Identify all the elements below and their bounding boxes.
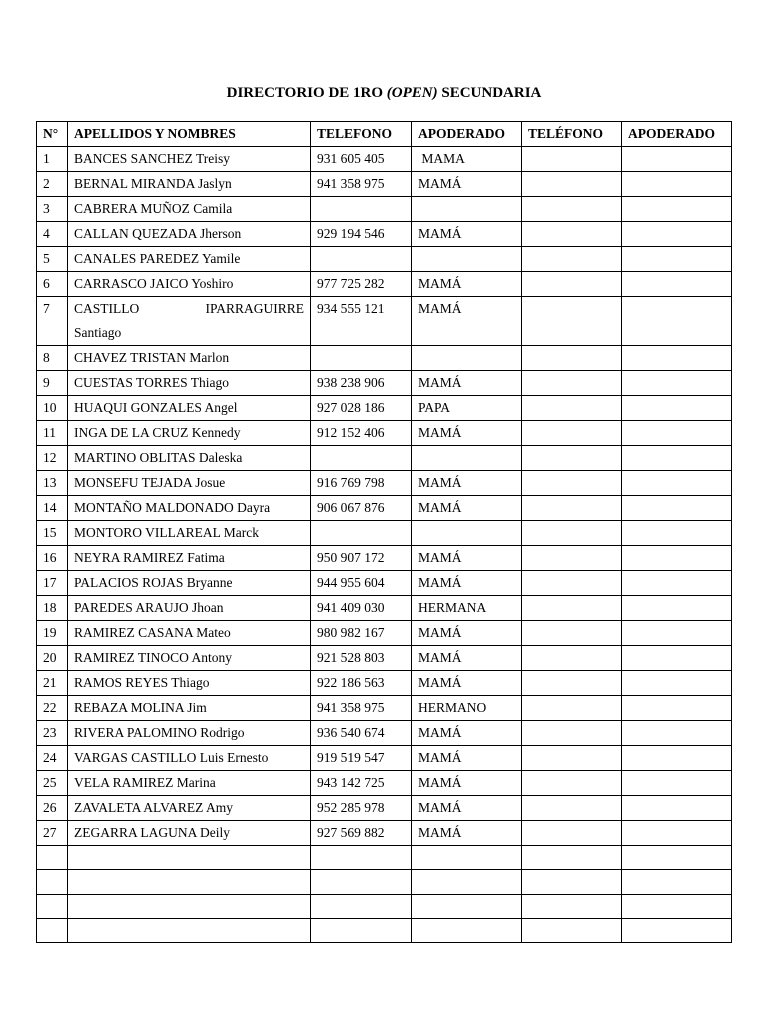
- row-number: 1: [37, 147, 68, 172]
- guardian: MAMÁ: [412, 546, 522, 571]
- guardian-2: [622, 147, 732, 172]
- phone-2: [522, 596, 622, 621]
- table-row: [37, 197, 732, 222]
- phone-2: [522, 222, 622, 247]
- empty-cell: [37, 918, 68, 942]
- header-phone: TELEFONO: [311, 122, 412, 147]
- guardian-2: [622, 172, 732, 197]
- student-name: RAMIREZ TINOCO Antony: [68, 646, 311, 671]
- student-name: PALACIOS ROJAS Bryanne: [68, 571, 311, 596]
- phone-2: [522, 571, 622, 596]
- table-row: [37, 821, 732, 846]
- table-row: [37, 771, 732, 796]
- phone: [311, 197, 412, 222]
- table-row: [37, 546, 732, 571]
- guardian: HERMANO: [412, 696, 522, 721]
- student-name: MONSEFU TEJADA Josue: [68, 471, 311, 496]
- phone: 936 540 674: [311, 721, 412, 746]
- empty-row: [37, 894, 732, 918]
- table-row: [37, 721, 732, 746]
- table-row: [37, 446, 732, 471]
- phone: 919 519 547: [311, 746, 412, 771]
- table-row: [37, 471, 732, 496]
- empty-cell: [68, 870, 311, 894]
- student-name: MARTINO OBLITAS Daleska: [68, 446, 311, 471]
- guardian-2: [622, 272, 732, 297]
- phone-2: [522, 371, 622, 396]
- row-number: 19: [37, 621, 68, 646]
- guardian: [412, 521, 522, 546]
- guardian-2: [622, 346, 732, 371]
- phone: 941 358 975: [311, 696, 412, 721]
- phone: [311, 247, 412, 272]
- phone: 929 194 546: [311, 222, 412, 247]
- title-text: DIRECTORIO DE 1RO: [226, 85, 387, 101]
- student-name: CUESTAS TORRES Thiago: [68, 371, 311, 396]
- row-number: 10: [37, 396, 68, 421]
- student-name: BANCES SANCHEZ Treisy: [68, 147, 311, 172]
- table-row: [37, 671, 732, 696]
- guardian: MAMÁ: [412, 297, 522, 346]
- table-row: [37, 147, 732, 172]
- phone-2: [522, 521, 622, 546]
- guardian-2: [622, 371, 732, 396]
- guardian-2: [622, 222, 732, 247]
- title-text-end: SECUNDARIA: [437, 85, 542, 101]
- guardian: MAMÁ: [412, 646, 522, 671]
- guardian: MAMA: [412, 147, 522, 172]
- empty-cell: [311, 870, 412, 894]
- guardian: [412, 197, 522, 222]
- row-number: 2: [37, 172, 68, 197]
- empty-cell: [622, 918, 732, 942]
- student-name: MONTAÑO MALDONADO Dayra: [68, 496, 311, 521]
- phone: 934 555 121: [311, 297, 412, 346]
- phone-2: [522, 821, 622, 846]
- phone: 952 285 978: [311, 796, 412, 821]
- empty-row: [37, 918, 732, 942]
- row-number: 15: [37, 521, 68, 546]
- guardian: MAMÁ: [412, 671, 522, 696]
- phone-2: [522, 646, 622, 671]
- table-row: [37, 796, 732, 821]
- guardian: MAMÁ: [412, 621, 522, 646]
- empty-cell: [311, 846, 412, 870]
- empty-cell: [412, 870, 522, 894]
- row-number: 12: [37, 446, 68, 471]
- guardian: MAMÁ: [412, 771, 522, 796]
- table-row: [37, 346, 732, 371]
- guardian: MAMÁ: [412, 821, 522, 846]
- row-number: 17: [37, 571, 68, 596]
- row-number: 20: [37, 646, 68, 671]
- student-name: VARGAS CASTILLO Luis Ernesto: [68, 746, 311, 771]
- student-name: HUAQUI GONZALES Angel: [68, 396, 311, 421]
- guardian-2: [622, 197, 732, 222]
- guardian-2: [622, 521, 732, 546]
- table-row: [37, 746, 732, 771]
- empty-cell: [68, 918, 311, 942]
- guardian: [412, 247, 522, 272]
- phone-2: [522, 546, 622, 571]
- guardian-2: [622, 471, 732, 496]
- guardian-2: [622, 621, 732, 646]
- header-names: APELLIDOS Y NOMBRES: [68, 122, 311, 147]
- table-body: [37, 147, 732, 943]
- row-number: 16: [37, 546, 68, 571]
- row-number: 13: [37, 471, 68, 496]
- phone-2: [522, 396, 622, 421]
- phone-2: [522, 446, 622, 471]
- row-number: 26: [37, 796, 68, 821]
- table-row: [37, 521, 732, 546]
- empty-cell: [68, 846, 311, 870]
- guardian: PAPA: [412, 396, 522, 421]
- guardian: MAMÁ: [412, 496, 522, 521]
- guardian-2: [622, 571, 732, 596]
- guardian-2: [622, 596, 732, 621]
- empty-cell: [412, 918, 522, 942]
- empty-row: [37, 870, 732, 894]
- guardian: MAMÁ: [412, 272, 522, 297]
- phone: 931 605 405: [311, 147, 412, 172]
- guardian: MAMÁ: [412, 471, 522, 496]
- empty-cell: [412, 846, 522, 870]
- guardian: MAMÁ: [412, 371, 522, 396]
- phone-2: [522, 421, 622, 446]
- phone: 943 142 725: [311, 771, 412, 796]
- empty-cell: [37, 894, 68, 918]
- student-name: PAREDES ARAUJO Jhoan: [68, 596, 311, 621]
- student-name: ZEGARRA LAGUNA Deily: [68, 821, 311, 846]
- phone: [311, 521, 412, 546]
- phone: [311, 346, 412, 371]
- student-name: NEYRA RAMIREZ Fatima: [68, 546, 311, 571]
- phone: 916 769 798: [311, 471, 412, 496]
- phone: 941 358 975: [311, 172, 412, 197]
- empty-cell: [522, 918, 622, 942]
- phone: 941 409 030: [311, 596, 412, 621]
- phone-2: [522, 272, 622, 297]
- guardian-2: [622, 696, 732, 721]
- phone-2: [522, 147, 622, 172]
- empty-cell: [311, 894, 412, 918]
- guardian-2: [622, 247, 732, 272]
- phone: 927 028 186: [311, 396, 412, 421]
- guardian-2: [622, 746, 732, 771]
- phone: 938 238 906: [311, 371, 412, 396]
- phone: 906 067 876: [311, 496, 412, 521]
- phone-2: [522, 671, 622, 696]
- phone: [311, 446, 412, 471]
- guardian-2: [622, 421, 732, 446]
- title-italic-text: (OPEN): [386, 85, 438, 101]
- empty-cell: [622, 870, 732, 894]
- student-name: VELA RAMIREZ Marina: [68, 771, 311, 796]
- empty-row: [37, 846, 732, 870]
- student-name: REBAZA MOLINA Jim: [68, 696, 311, 721]
- table-row: [37, 371, 732, 396]
- table-row: [37, 496, 732, 521]
- table-row: [37, 172, 732, 197]
- guardian-2: [622, 396, 732, 421]
- guardian-2: [622, 546, 732, 571]
- table-row: [37, 596, 732, 621]
- student-name: RIVERA PALOMINO Rodrigo: [68, 721, 311, 746]
- table-row: [37, 646, 732, 671]
- student-name-line2: Santiago: [74, 325, 122, 340]
- phone-2: [522, 771, 622, 796]
- guardian: MAMÁ: [412, 796, 522, 821]
- guardian-2: [622, 496, 732, 521]
- document-title: [0, 85, 768, 102]
- table-row: [37, 421, 732, 446]
- guardian: MAMÁ: [412, 721, 522, 746]
- row-number: 8: [37, 346, 68, 371]
- student-name: CALLAN QUEZADA Jherson: [68, 222, 311, 247]
- table-row: [37, 621, 732, 646]
- phone-2: [522, 721, 622, 746]
- phone-2: [522, 197, 622, 222]
- row-number: 14: [37, 496, 68, 521]
- table-row: [37, 571, 732, 596]
- guardian: MAMÁ: [412, 746, 522, 771]
- header-row: [37, 122, 732, 147]
- empty-cell: [522, 870, 622, 894]
- student-name: CHAVEZ TRISTAN Marlon: [68, 346, 311, 371]
- table-row: [37, 247, 732, 272]
- phone-2: [522, 172, 622, 197]
- table-row: [37, 396, 732, 421]
- row-number: 25: [37, 771, 68, 796]
- phone-2: [522, 696, 622, 721]
- phone-2: [522, 496, 622, 521]
- phone-2: [522, 796, 622, 821]
- phone: 912 152 406: [311, 421, 412, 446]
- phone: 944 955 604: [311, 571, 412, 596]
- phone: 921 528 803: [311, 646, 412, 671]
- empty-cell: [412, 894, 522, 918]
- row-number: 21: [37, 671, 68, 696]
- student-name: CARRASCO JAICO Yoshiro: [68, 272, 311, 297]
- student-name-line1: CASTILLO IPARRAGUIRRE: [74, 301, 304, 316]
- guardian-2: [622, 721, 732, 746]
- student-name: [68, 297, 311, 346]
- row-number: 11: [37, 421, 68, 446]
- empty-cell: [311, 918, 412, 942]
- phone-2: [522, 621, 622, 646]
- directory-table: [36, 121, 732, 943]
- row-number: 27: [37, 821, 68, 846]
- empty-cell: [622, 894, 732, 918]
- table-row: [37, 272, 732, 297]
- header-guardian: APODERADO: [412, 122, 522, 147]
- row-number: 18: [37, 596, 68, 621]
- phone: 950 907 172: [311, 546, 412, 571]
- guardian-2: [622, 771, 732, 796]
- student-name: INGA DE LA CRUZ Kennedy: [68, 421, 311, 446]
- guardian-2: [622, 646, 732, 671]
- table-row: [37, 696, 732, 721]
- row-number: 22: [37, 696, 68, 721]
- table-row: [37, 297, 732, 346]
- row-number: 3: [37, 197, 68, 222]
- student-name: ZAVALETA ALVAREZ Amy: [68, 796, 311, 821]
- guardian: MAMÁ: [412, 222, 522, 247]
- guardian: [412, 446, 522, 471]
- phone: 927 569 882: [311, 821, 412, 846]
- guardian: [412, 346, 522, 371]
- phone-2: [522, 471, 622, 496]
- guardian: HERMANA: [412, 596, 522, 621]
- student-name: MONTORO VILLAREAL Marck: [68, 521, 311, 546]
- student-name: CABRERA MUÑOZ Camila: [68, 197, 311, 222]
- phone-2: [522, 247, 622, 272]
- row-number: 9: [37, 371, 68, 396]
- empty-cell: [37, 846, 68, 870]
- guardian-2: [622, 297, 732, 346]
- guardian-2: [622, 821, 732, 846]
- phone: 977 725 282: [311, 272, 412, 297]
- empty-cell: [522, 846, 622, 870]
- row-number: 23: [37, 721, 68, 746]
- phone-2: [522, 746, 622, 771]
- guardian: MAMÁ: [412, 172, 522, 197]
- row-number: 6: [37, 272, 68, 297]
- empty-cell: [622, 846, 732, 870]
- phone: 980 982 167: [311, 621, 412, 646]
- empty-cell: [37, 870, 68, 894]
- phone-2: [522, 297, 622, 346]
- row-number: 7: [37, 297, 68, 346]
- row-number: 4: [37, 222, 68, 247]
- guardian: MAMÁ: [412, 571, 522, 596]
- empty-cell: [68, 894, 311, 918]
- header-phone-2: TELÉFONO: [522, 122, 622, 147]
- guardian-2: [622, 446, 732, 471]
- empty-cell: [522, 894, 622, 918]
- phone-2: [522, 346, 622, 371]
- phone: 922 186 563: [311, 671, 412, 696]
- student-name: BERNAL MIRANDA Jaslyn: [68, 172, 311, 197]
- row-number: 5: [37, 247, 68, 272]
- student-name: CANALES PAREDEZ Yamile: [68, 247, 311, 272]
- guardian-2: [622, 671, 732, 696]
- guardian-2: [622, 796, 732, 821]
- row-number: 24: [37, 746, 68, 771]
- guardian: MAMÁ: [412, 421, 522, 446]
- header-guardian-2: APODERADO: [622, 122, 732, 147]
- table-row: [37, 222, 732, 247]
- student-name: RAMIREZ CASANA Mateo: [68, 621, 311, 646]
- student-name: RAMOS REYES Thiago: [68, 671, 311, 696]
- header-number: N°: [37, 122, 68, 147]
